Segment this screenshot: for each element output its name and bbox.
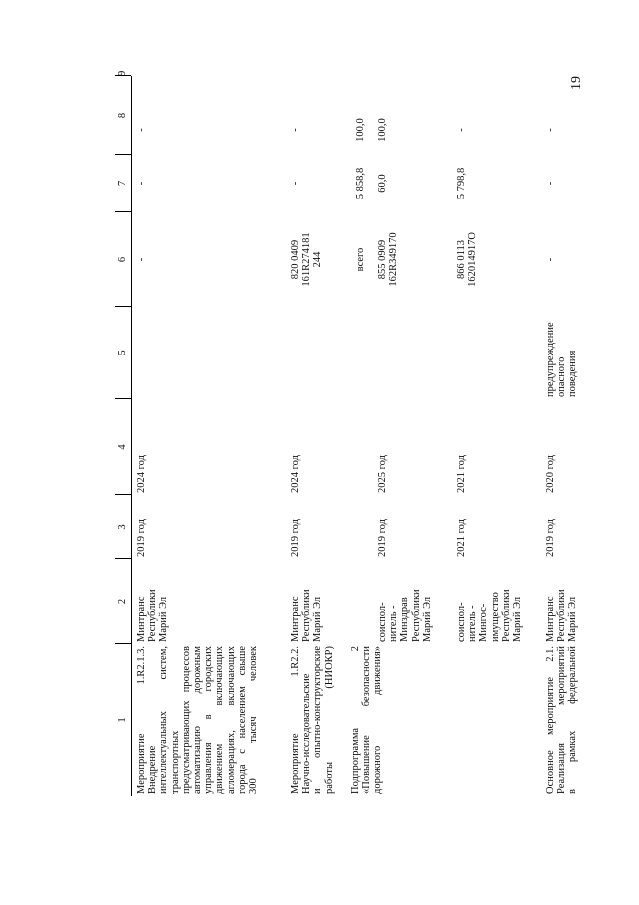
row3-col8: 100,0 bbox=[377, 118, 388, 142]
row3-col2: соиспол- нитель - Минздрав Республики Марий Эл bbox=[377, 589, 433, 642]
row5-col4: 2020 год bbox=[545, 455, 556, 493]
row2-col4: 2024 год bbox=[290, 455, 301, 493]
header-divider bbox=[115, 306, 131, 307]
row4-col6: 866 0113 162014917О bbox=[456, 232, 479, 287]
row3-col1: Подпрограмма 2 «Повышение безопасности дорожного движения» bbox=[350, 646, 384, 794]
row2-col6: 820 0409 161R274181 244 bbox=[290, 232, 324, 287]
row1-col1: Мероприятие 1.R2.1.3. Внедрение интеллектуальных систем, транспортных предусматривающих процессов автоматизацию дорожным управления в городских движением включающих агломерациях, включающих города с населением свыше 300 тысяч человек bbox=[136, 646, 260, 794]
header-divider bbox=[115, 398, 131, 399]
header-divider bbox=[115, 558, 131, 559]
row3-col6: 855 0909 162R349170 bbox=[377, 232, 400, 287]
row5-col7: - bbox=[545, 181, 556, 186]
row4-col4: 2021 год bbox=[456, 455, 467, 493]
header-divider bbox=[115, 643, 131, 644]
header-col-6: 6 bbox=[115, 212, 132, 307]
row5-col6: - bbox=[545, 257, 556, 262]
row3-col6-total: всего bbox=[355, 247, 366, 272]
header-col-7: 7 bbox=[115, 155, 132, 212]
row1-col7: - bbox=[136, 181, 147, 186]
row4-col7: 5 798,8 bbox=[456, 167, 467, 200]
row3-col4: 2025 год bbox=[377, 455, 388, 493]
row3-col8-total: 100,0 bbox=[355, 118, 366, 142]
row1-col2: Минтранс Республики Марий Эл bbox=[136, 589, 170, 642]
row1-col4: 2024 год bbox=[136, 455, 147, 493]
row5-col2: Минтранс Республики Марий Эл bbox=[545, 589, 579, 642]
row2-col8: - bbox=[290, 128, 301, 132]
row5-col3: 2019 год bbox=[545, 519, 556, 557]
header-divider bbox=[115, 154, 131, 155]
row4-col2: соиспол- нитель - Мингос- имущество Республики Марий Эл bbox=[456, 589, 524, 642]
rotated-table: 1 2 3 4 5 6 7 8 9 Мероприятие 1.R2.1.3. Внедрение интеллектуальных систем, транспортных предусматривающих процессов автоматизацию дорожным управления в городских движением включающих агломерациях, включающих города с населением свыше 300 тысяч человек Минтранс Республики Марий Эл 2019 год 2024 год - - - Мероприятие 1.R2.2. Научно-исследовательские и опытно-конструкторские работы (НИОКР) Минтранс Республики Марий Эл 2019 год 2024 год 820 0409 161R274181 244 - - Подпрограмма 2 «Повышение безопасности дорожного движения» соиспол- нитель - Минздрав Республики Марий Эл 2019 год 2025 год всего 855 0909 162R349170 5 858,8 60,0 100,0 100,0 соиспол- нитель - Мингос- имущество Республики Марий Эл 2021 год 2021 год 866 0113 162014917О 5 798,8 - Основное мероприятие 2.1. Реализация мероприятий в рамках федеральной Минтранс Республики Марий Эл 2019 год 2020 год предупреждение опасного поведения - - - bbox=[117, 70, 579, 794]
row2-col1: Мероприятие 1.R2.2. Научно-исследовательские и опытно-конструкторские работы (НИОКР) bbox=[290, 646, 335, 794]
header-divider bbox=[115, 75, 131, 76]
row4-col3: 2021 год bbox=[456, 519, 467, 557]
row5-col1: Основное мероприятие 2.1. Реализация мероприятий в рамках федеральной bbox=[545, 646, 579, 794]
header-divider bbox=[115, 494, 131, 495]
header-col-1: 1 bbox=[115, 644, 132, 796]
row2-col3: 2019 год bbox=[290, 519, 301, 557]
row1-col3: 2019 год bbox=[136, 519, 147, 557]
header-col-2: 2 bbox=[115, 559, 132, 644]
row3-col7-total: 5 858,8 bbox=[355, 167, 366, 200]
header-divider bbox=[115, 211, 131, 212]
row2-col2: Минтранс Республики Марий Эл bbox=[290, 589, 324, 642]
row3-col7: 60,0 bbox=[377, 174, 388, 193]
header-col-5: 5 bbox=[115, 307, 132, 399]
header-col-4: 4 bbox=[115, 399, 132, 495]
row5-col8: - bbox=[545, 128, 556, 132]
page-number: 19 bbox=[569, 76, 584, 90]
row5-col5: предупреждение опасного поведения bbox=[545, 322, 579, 397]
row1-col6: - bbox=[136, 257, 147, 262]
row1-col8: - bbox=[136, 128, 147, 132]
row2-col7: - bbox=[290, 181, 301, 186]
row3-col3: 2019 год bbox=[377, 519, 388, 557]
row4-col8: - bbox=[456, 128, 467, 132]
header-col-8: 8 bbox=[115, 76, 132, 155]
header-col-3: 3 bbox=[115, 495, 132, 559]
